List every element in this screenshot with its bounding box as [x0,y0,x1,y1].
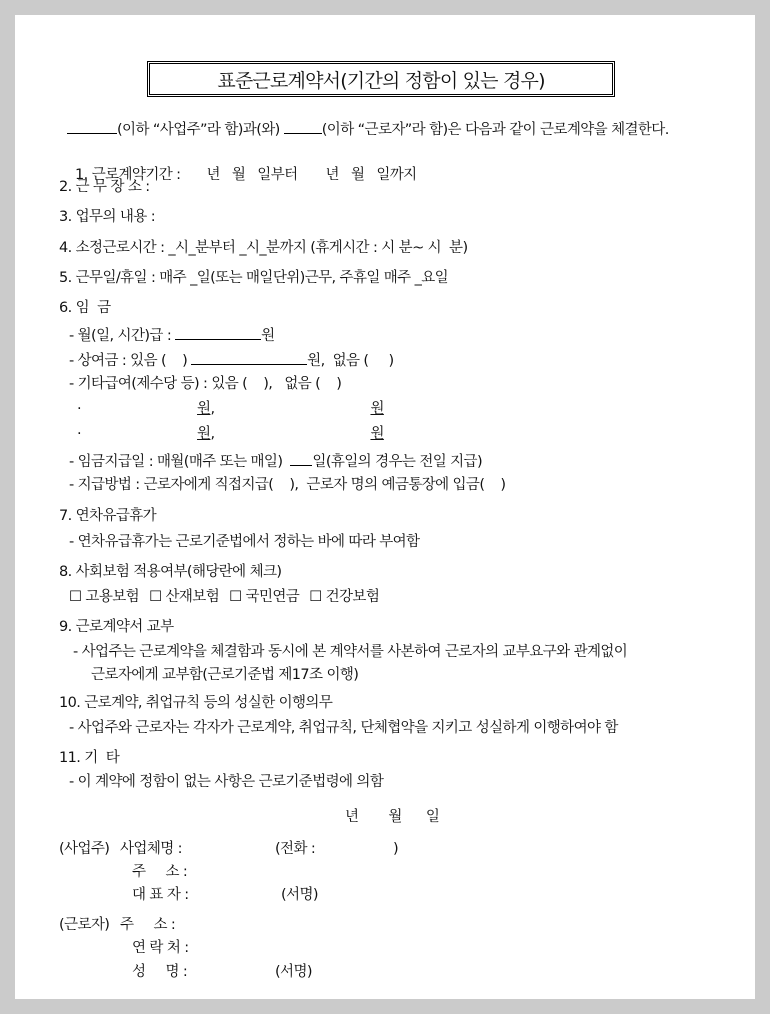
other-pay-item-b[interactable]: 원 [370,401,384,417]
start-day-label: 일부터 [257,167,298,183]
section-7-annual-leave: 7. 연차유급휴가 [59,508,157,524]
date-day-label: 일 [425,809,440,825]
bullet: · [77,401,82,417]
checkbox-national-pension[interactable]: ☐ 국민연금 [229,589,300,605]
pay-day-label: - 임금지급일 : 매월(매주 또는 매일) [65,454,291,470]
date-year-label: 년 [345,809,359,825]
employer-address-label: 주 소 : [132,864,188,880]
end-year-label: 년 [325,167,339,183]
employer-phone-close: ) [393,841,399,857]
employee-name-blank[interactable] [284,119,322,134]
section-1-label: 1. 근로계약기간 : [75,167,181,183]
monthly-wage-unit: 원 [261,328,275,344]
section-3-job-description: 3. 업무의 내용 : [59,209,155,225]
section-10-duty: 10. 근로계약, 취업규칙 등의 성실한 이행의무 [59,695,333,711]
other-pay-item-a[interactable]: 원 [197,426,211,442]
employee-signature[interactable]: (서명) [275,964,312,980]
contract-delivery-detail-1: - 사업주는 근로계약을 체결함과 동시에 본 계약서를 사본하여 근로자의 교부요구와 관계없이 [69,644,628,660]
employer-name-blank[interactable] [67,119,117,134]
pay-day-line [65,451,482,471]
employee-role: (근로자) [59,917,110,933]
employer-phone-label: (전화 : [275,841,316,857]
other-pay-line: - 기타급여(제수당 등) : 있음 ( ), 없음 ( ) [65,376,342,392]
employer-company-label: 사업체명 : [120,841,182,857]
date-month-label: 월 [388,809,402,825]
other-pay-row [77,400,384,418]
duty-detail: - 사업주와 근로자는 각자가 근로계약, 취업규칙, 단체협약을 지키고 성실하게 이행하여야 함 [65,720,618,736]
annual-leave-detail: - 연차유급휴가는 근로기준법에서 정하는 바에 따라 부여함 [65,534,420,550]
monthly-wage-label: - 월(일, 시간)급 : [65,328,176,344]
monthly-wage-line [65,325,275,345]
employer-role: (사업주) [59,841,110,857]
separator: , [210,426,215,442]
start-month-label: 월 [231,167,246,183]
bonus-line [65,350,394,370]
checkbox-employment-insurance[interactable]: ☐ 고용보험 [69,589,140,605]
employer-signature[interactable]: (서명) [281,887,318,903]
signing-date-line [345,808,439,826]
bonus-amount-blank[interactable] [191,350,307,365]
section-9-contract-delivery: 9. 근로계약서 교부 [59,619,174,635]
checkbox-industrial-accident-insurance[interactable]: ☐ 산재보험 [149,589,220,605]
employee-contact-label: 연 락 처 : [132,940,189,956]
contract-page [15,15,755,999]
document-title: 표준근로계약서(기간의 정함이 있는 경우) [217,69,545,92]
pay-method-line: - 지급방법 : 근로자에게 직접지급( ), 근로자 명의 예금통장에 입금( ) [65,477,506,493]
monthly-wage-blank[interactable] [175,325,261,340]
employer-rep-label: 대 표 자 : [132,887,189,903]
intro-text-1: (이하 “사업주”라 함)과(와) [117,122,284,138]
other-detail: - 이 계약에 정함이 없는 사항은 근로기준법령에 의함 [65,774,384,790]
other-pay-item-a[interactable]: 원 [197,401,211,417]
intro-line [67,119,669,139]
section-11-other: 11. 기 타 [59,750,120,766]
section-2-workplace: 2. 근 무 장 소 : [59,179,150,195]
pay-day-blank[interactable] [290,451,312,466]
end-month-label: 월 [350,167,365,183]
pay-day-suffix: 일(휴일의 경우는 전일 지급) [312,454,483,470]
contract-delivery-detail-2: 근로자에게 교부함(근로기준법 제17조 이행) [91,667,359,683]
intro-text-2: (이하 “근로자”라 함)은 다음과 같이 근로계약을 체결한다. [321,122,669,138]
document-title-box [147,61,615,97]
section-5-workdays-holidays: 5. 근무일/휴일 : 매주 _일(또는 매일단위)근무, 주휴일 매주 _요일 [59,270,449,286]
bonus-unit: 원, [307,353,325,369]
bonus-label: - 상여금 : 있음 ( ) [65,353,192,369]
employee-name-label: 성 명 : [132,964,188,980]
other-pay-row [77,425,384,443]
start-year-label: 년 [206,167,220,183]
checkbox-health-insurance[interactable]: ☐ 건강보험 [309,589,380,605]
employee-address-label: 주 소 : [120,917,176,933]
separator: , [210,401,215,417]
bonus-none-label: 없음 ( ) [324,353,394,369]
other-pay-item-b[interactable]: 원 [370,426,384,442]
end-day-label: 일까지 [376,167,417,183]
section-8-social-insurance: 8. 사회보험 적용여부(해당란에 체크) [59,564,282,580]
bullet: · [77,426,82,442]
section-4-working-hours: 4. 소정근로시간 : _시_분부터 _시_분까지 (휴게시간 : 시 분~ 시 분) [59,240,468,256]
section-6-wage-heading: 6. 임 금 [59,300,111,316]
insurance-options [69,588,379,606]
